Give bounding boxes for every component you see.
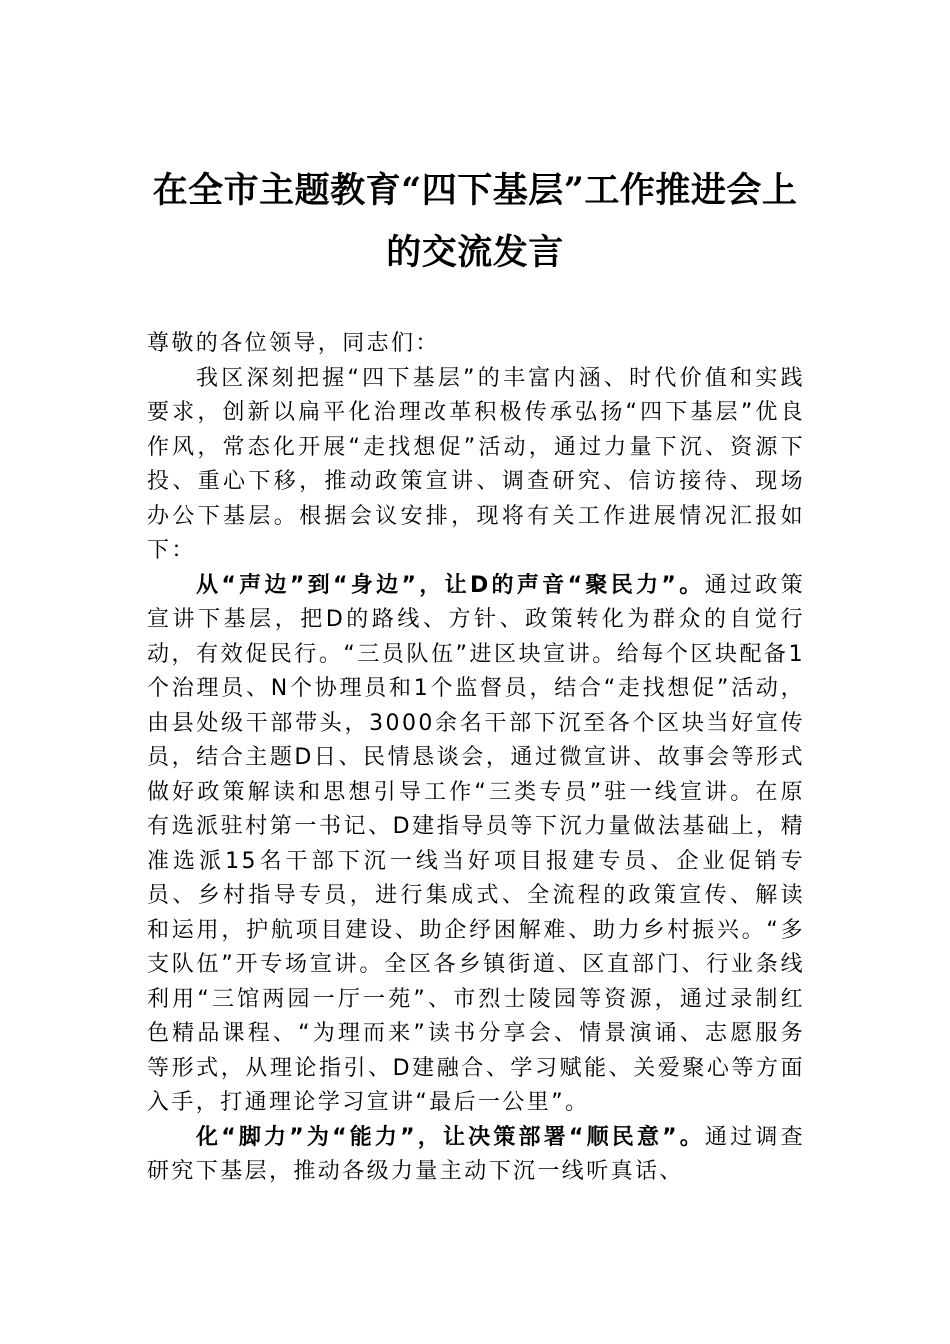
section-2-text: 通过调查研究下基层，推动各级力量主动下沉一线听真话、	[147, 1124, 805, 1184]
intro-paragraph: 我区深刻把握“四下基层”的丰富内涵、时代价值和实践要求，创新以扁平化治理改革积极传承弘扬“四下基层”优良作风，常态化开展“走找想促”活动，通过力量下沉、资源下投、重心下移，推动政策宣讲、调查研究、信访接待、现场办公下基层。根据会议安排，现将有关工作进展情况汇报如下：	[147, 365, 805, 563]
section-1-paragraph	[147, 569, 805, 1121]
section-2-heading: 化“脚力”为“能力”，让决策部署“顺民意”。	[196, 1124, 706, 1150]
document-title: 在全市主题教育“四下基层”工作推进会上的交流发言	[152, 170, 798, 273]
salutation: 尊敬的各位领导，同志们：	[147, 331, 440, 356]
section-2-paragraph	[147, 1121, 805, 1190]
section-1-heading: 从“声边”到“身边”，让D的声音“聚民力”。	[196, 572, 705, 598]
document-body	[147, 327, 805, 1190]
section-1-text: 通过政策宣讲下基层，把D的路线、方针、政策转化为群众的自觉行动，有效促民行。“三员队伍”进区块宣讲。给每个区块配备1个治理员、N个协理员和1个监督员，结合“走找想促”活动，由县处级干部带头，3000余名干部下沉至各个区块当好宣传员，结合主题D日、民情恳谈会，通过微宣讲、故事会等形式做好政策解读和思想引导工作“三类专员”驻一线宣讲。在原有选派驻村第一书记、D建指导员等下沉力量做法基础上，精准选派15名干部下沉一线当好项目报建专员、企业促销专员、乡村指导专员，进行集成式、全流程的政策宣传、解读和运用，护航项目建设、助企纾困解难、助力乡村振兴。“多支队伍”开专场宣讲。全区各乡镇街道、区直部门、行业条线利用“三馆两园一厅一苑”、市烈士陵园等资源，通过录制红色精品课程、“为理而来”读书分享会、情景演诵、志愿服务等形式，从理论指引、D建融合、学习赋能、关爱聚心等方面入手，打通理论学习宣讲“最后一公里”。	[147, 572, 805, 1115]
